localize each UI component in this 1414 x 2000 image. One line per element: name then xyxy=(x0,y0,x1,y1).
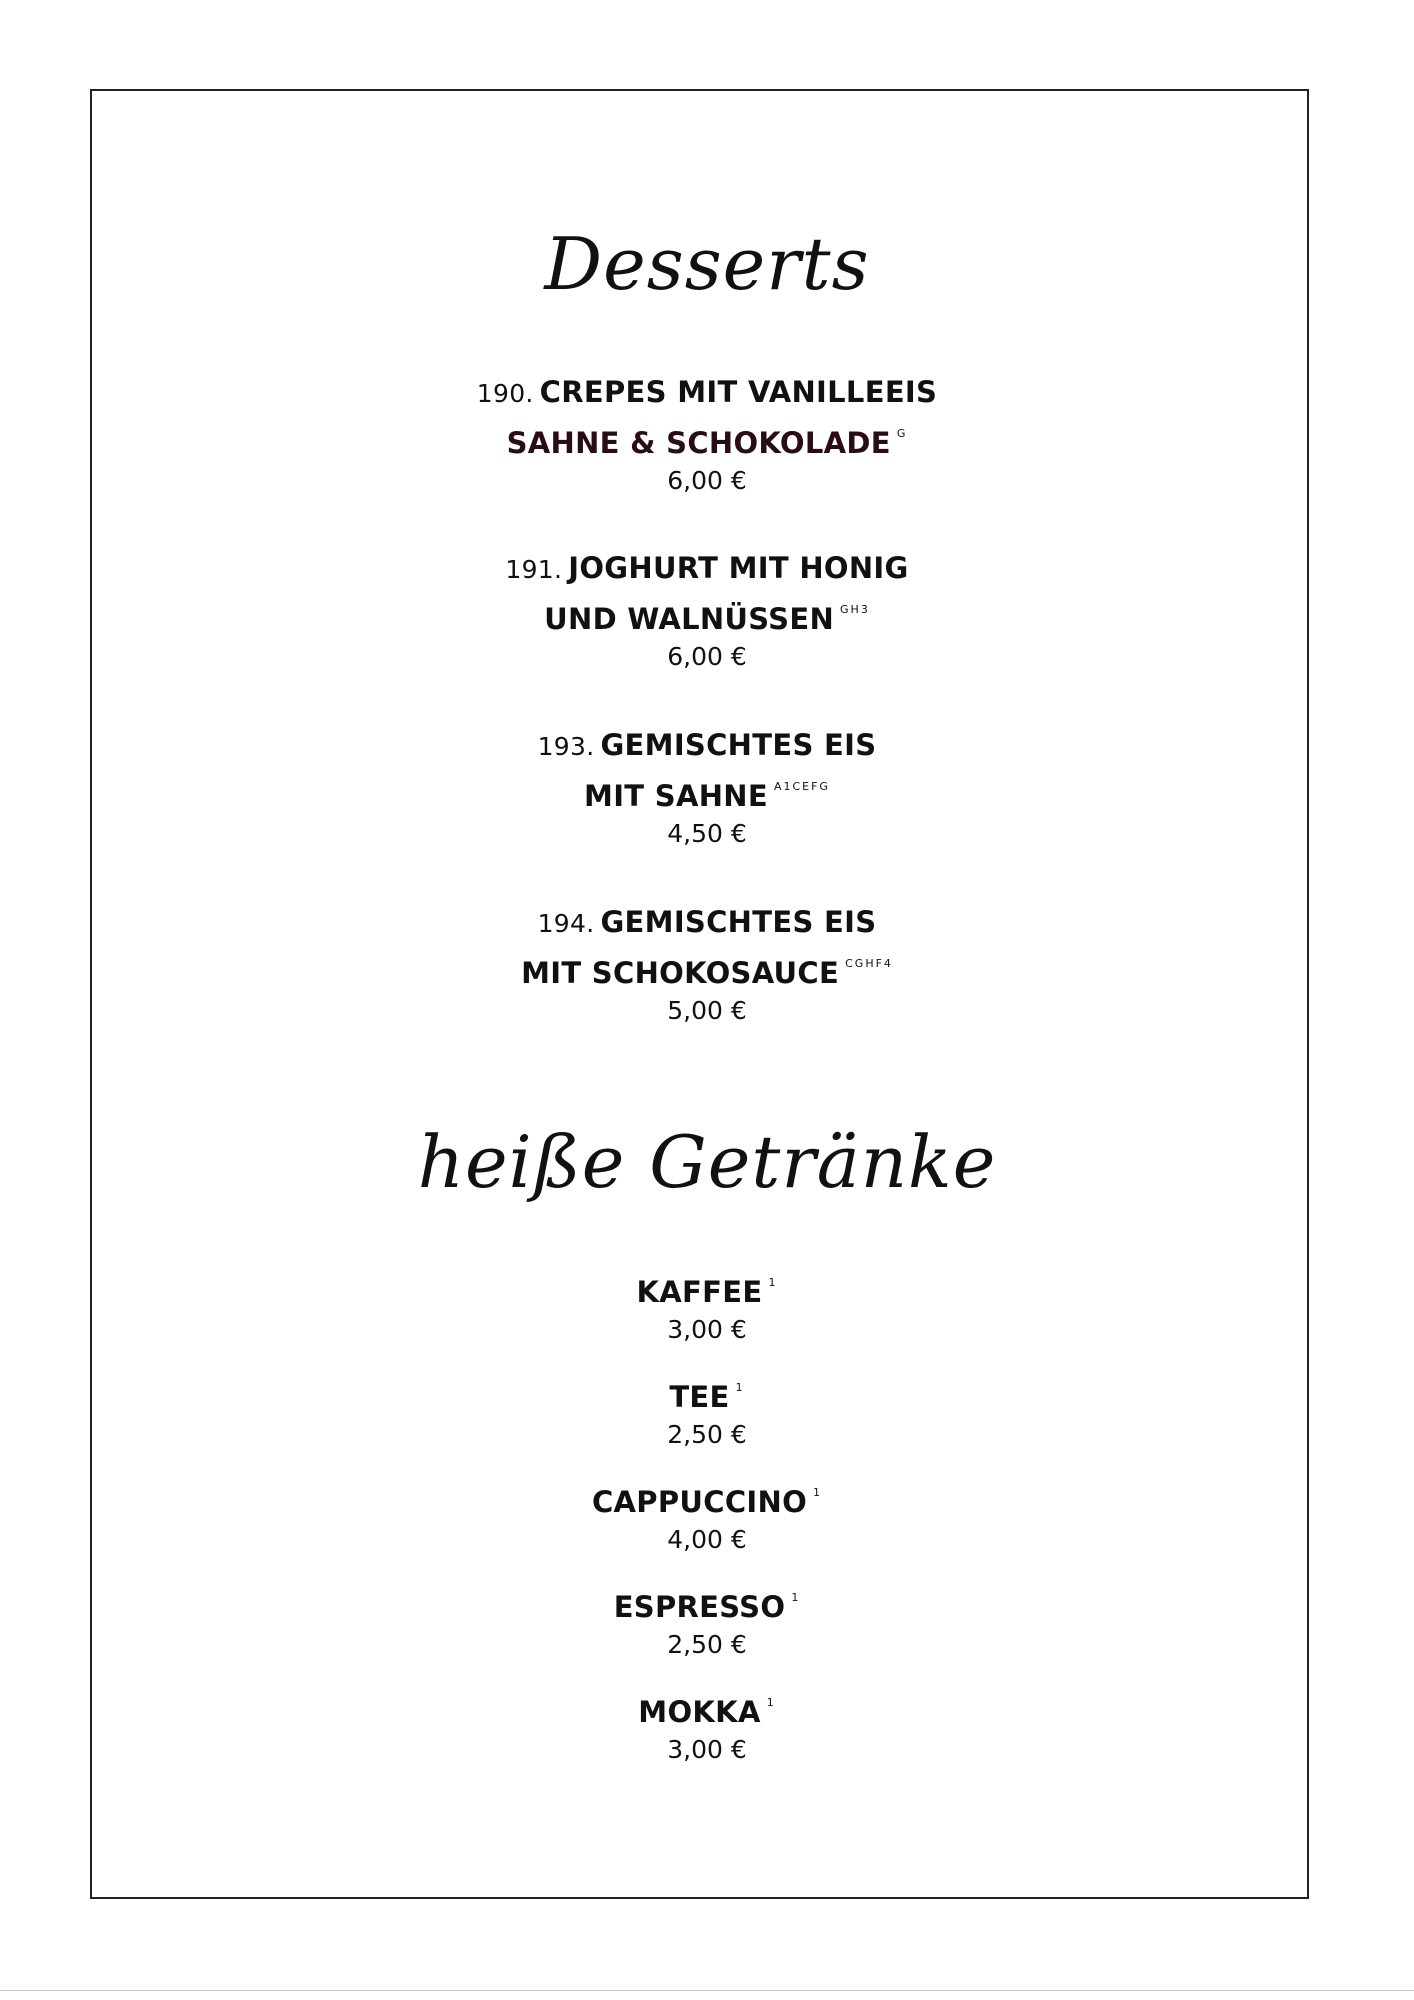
drink-item-price: 2,50 € xyxy=(667,1420,747,1449)
dessert-item-number: 193. xyxy=(537,732,595,761)
drink-item-line xyxy=(0,1263,1414,1312)
drink-item-mokka xyxy=(0,1683,1414,1768)
dessert-item-name: JOGHURT MIT HONIG xyxy=(568,551,909,585)
dessert-item-name-cont: MIT SAHNE xyxy=(584,779,768,813)
dessert-item-line2 xyxy=(0,944,1414,993)
drink-item-name: TEE xyxy=(669,1380,730,1414)
dessert-item-price: 6,00 € xyxy=(667,642,747,671)
drink-item-name: ESPRESSO xyxy=(613,1590,786,1624)
allergen-codes: CGHF4 xyxy=(845,957,893,970)
scan-edge-line xyxy=(0,1990,1414,1991)
drink-item-name: CAPPUCCINO xyxy=(591,1485,808,1519)
drink-item-cappuccino xyxy=(0,1473,1414,1558)
allergen-codes: 1 xyxy=(735,1381,745,1394)
drink-item-price: 3,00 € xyxy=(667,1315,747,1344)
dessert-item-number: 194. xyxy=(537,909,595,938)
dessert-item-name-cont: UND WALNÜSSEN xyxy=(544,602,835,636)
dessert-item-194 xyxy=(0,902,1414,1029)
drink-item-price: 4,00 € xyxy=(667,1525,747,1554)
dessert-item-line1 xyxy=(0,548,1414,590)
allergen-codes: A1CEFG xyxy=(773,780,830,793)
dessert-item-line2 xyxy=(0,590,1414,639)
drink-item-name: KAFFEE xyxy=(636,1275,763,1309)
dessert-item-line1 xyxy=(0,372,1414,414)
allergen-codes: 1 xyxy=(791,1591,801,1604)
dessert-item-price: 4,50 € xyxy=(667,819,747,848)
dessert-item-number: 190. xyxy=(476,379,534,408)
dessert-item-190 xyxy=(0,372,1414,499)
desserts-heading: Desserts xyxy=(544,222,870,306)
drink-item-line xyxy=(0,1578,1414,1627)
drink-item-name: MOKKA xyxy=(638,1695,761,1729)
dessert-item-line2 xyxy=(0,414,1414,463)
dessert-item-191 xyxy=(0,548,1414,675)
dessert-item-name: CREPES MIT VANILLEEIS xyxy=(539,375,938,409)
allergen-codes: 1 xyxy=(813,1486,823,1499)
drink-item-price: 2,50 € xyxy=(667,1630,747,1659)
dessert-item-name: GEMISCHTES EIS xyxy=(600,728,877,762)
dessert-item-price: 5,00 € xyxy=(667,996,747,1025)
dessert-item-line1 xyxy=(0,725,1414,767)
allergen-codes: 1 xyxy=(766,1696,776,1709)
dessert-item-number: 191. xyxy=(505,555,563,584)
allergen-codes: G xyxy=(896,427,908,440)
drink-item-kaffee xyxy=(0,1263,1414,1348)
drink-item-line xyxy=(0,1683,1414,1732)
drink-item-tee xyxy=(0,1368,1414,1453)
drink-item-line xyxy=(0,1368,1414,1417)
dessert-item-line2 xyxy=(0,767,1414,816)
drink-item-espresso xyxy=(0,1578,1414,1663)
dessert-item-line1 xyxy=(0,902,1414,944)
hot-drinks-heading: heiße Getränke xyxy=(417,1120,997,1204)
dessert-item-name-cont: MIT SCHOKOSAUCE xyxy=(521,956,840,990)
dessert-item-193 xyxy=(0,725,1414,852)
drink-item-line xyxy=(0,1473,1414,1522)
dessert-item-name-cont: SAHNE & SCHOKOLADE xyxy=(506,426,891,460)
dessert-item-name: GEMISCHTES EIS xyxy=(600,905,877,939)
dessert-item-price: 6,00 € xyxy=(667,466,747,495)
allergen-codes: 1 xyxy=(768,1276,778,1289)
allergen-codes: GH3 xyxy=(840,603,870,616)
drink-item-price: 3,00 € xyxy=(667,1735,747,1764)
